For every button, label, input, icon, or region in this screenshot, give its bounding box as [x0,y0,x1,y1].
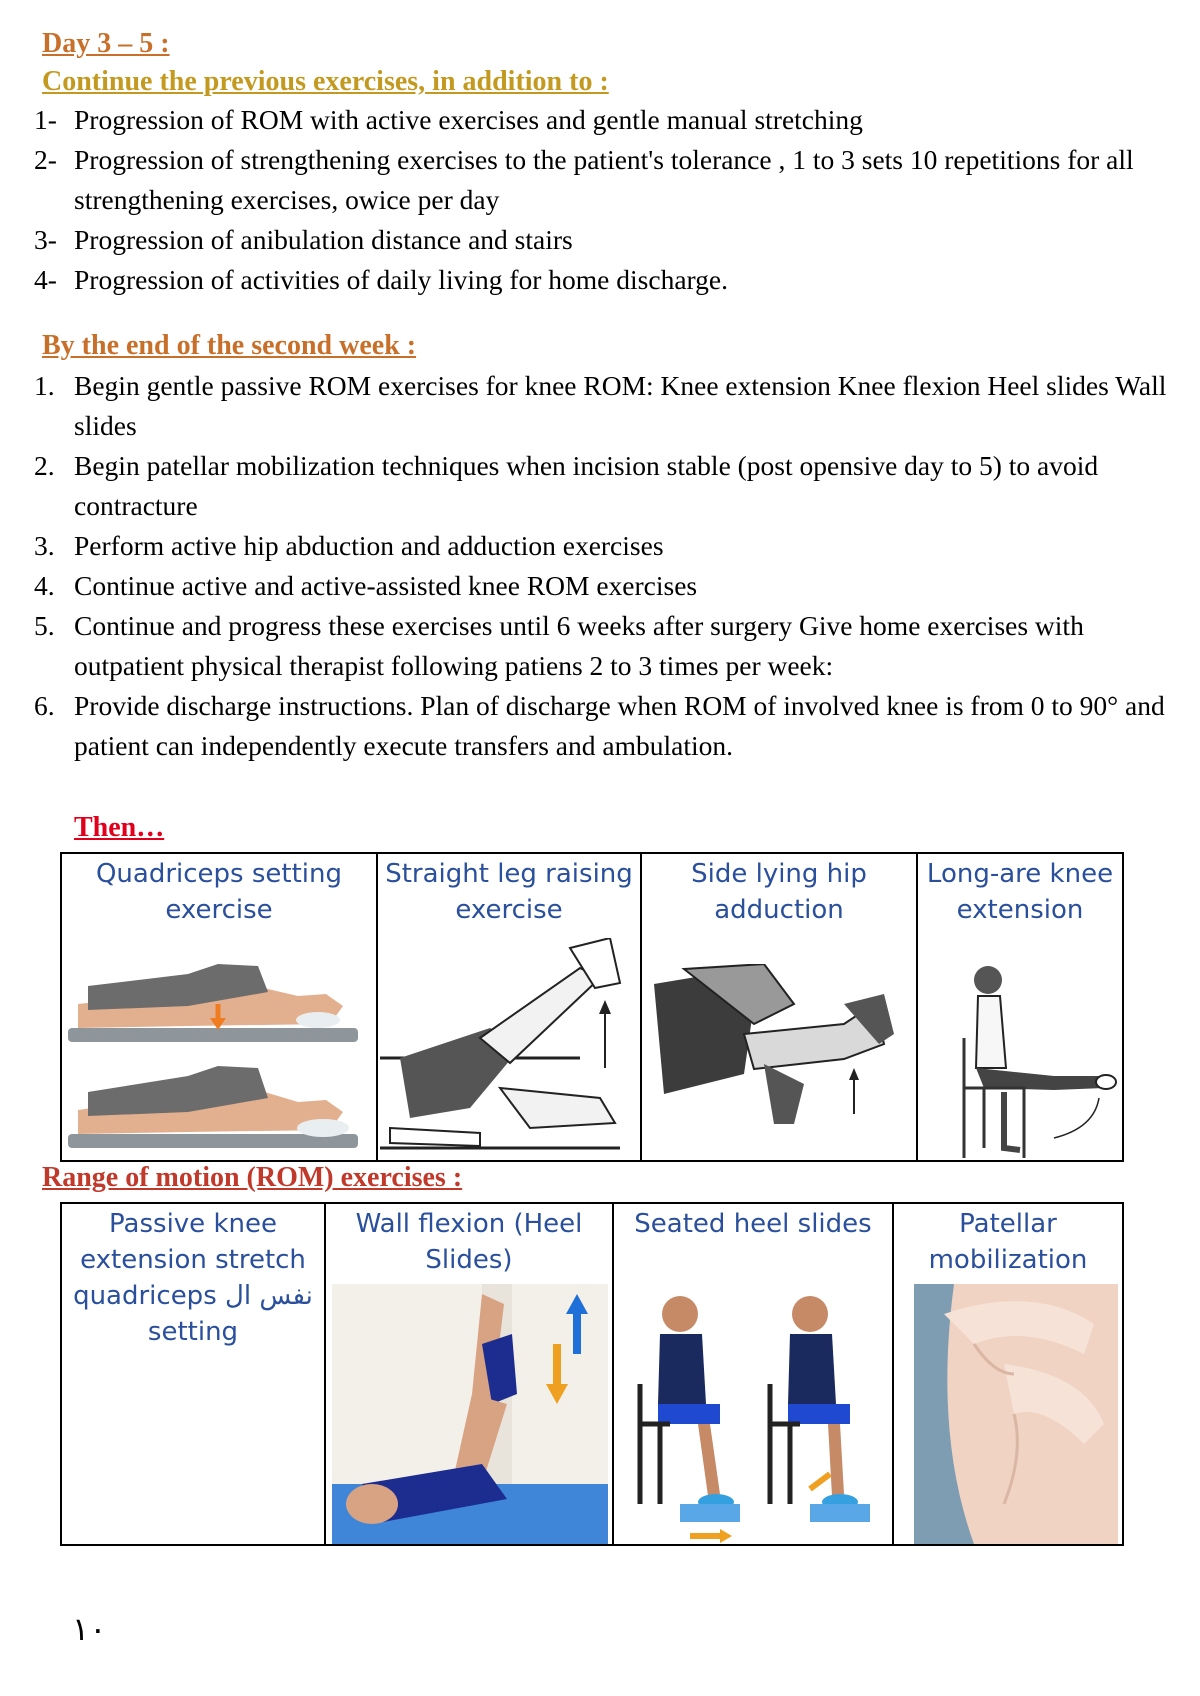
exercise-caption: Long-are knee extension [926,859,1114,925]
list-item: 5. Continue and progress these exercises until 6 weeks after surgery Give home exercises with outpatient physical therapist following patiens 2 to 3 times per week: [34,610,1084,681]
exercise-cell-slr [378,854,642,1160]
exercise-caption: Straight leg raising exercise [385,859,633,925]
exercise-caption: Quadriceps setting exercise [95,859,343,925]
rom-title: Range of motion (ROM) exercises : [42,1162,463,1193]
exercise-cell-knee-extension [918,854,1122,1160]
slr-illustration [380,938,638,1158]
rom-cell-wall-flexion [326,1204,614,1544]
week-section-title: By the end of the second week : [42,330,417,361]
page-number: ١٠ [72,1610,107,1648]
knee-extension-illustration [924,958,1118,1158]
rom-cell-passive-extension [62,1204,326,1544]
patellar-mobilization-photo [914,1284,1118,1544]
rom-caption: Passive knee extension stretch quadriceps نفس ال setting [73,1209,313,1347]
list-item: 4- Progression of activities of daily living for home discharge. [34,264,729,295]
list-item: 4. Continue active and active-assisted knee ROM exercises [34,570,698,601]
list-item: 3. Perform active hip abduction and adduction exercises [34,530,664,561]
rom-caption: Patellar mobilization [928,1209,1088,1275]
rom-table [60,1202,1124,1546]
exercise-cell-side-lying [642,854,918,1160]
list-item: 2. Begin patellar mobilization techniques when incision stable (post opensive day to 5) to avoid contracture [34,450,1099,521]
day-section-subtitle: Continue the previous exercises, in addition to : [42,66,609,97]
rom-caption: Seated heel slides [634,1209,872,1239]
day-section-title: Day 3 – 5 : [42,28,170,59]
day-section-list [30,100,1174,300]
rom-cell-patellar-mobilization [894,1204,1122,1544]
list-item: 3- Progression of anibulation distance and stairs [34,224,573,255]
then-label: Then… [74,812,165,843]
list-item: 2- Progression of strengthening exercises to the patient's tolerance , 1 to 3 sets 10 repetitions for all strengthening exercises, owice per day [34,144,1134,215]
seated-heel-slides-photo [620,1274,886,1544]
exercise-cell-quad-setting [62,854,378,1160]
exercise-table [60,852,1124,1162]
quad-setting-illustration [68,944,368,1154]
wall-flexion-photo [332,1284,608,1544]
exercise-caption: Side lying hip adduction [691,859,867,925]
rom-cell-seated-heel-slides [614,1204,894,1544]
side-lying-illustration [644,964,914,1160]
list-item: 1. Begin gentle passive ROM exercises for knee ROM: Knee extension Knee flexion Heel slides Wall slides [34,370,1167,441]
list-item: 6. Provide discharge instructions. Plan of discharge when ROM of involved knee is from 0 to 90° and patient can independently execute transfers and ambulation. [34,690,1165,761]
list-item: 1- Progression of ROM with active exercises and gentle manual stretching [34,104,863,135]
week-section-list [30,366,1174,766]
rom-caption: Wall flexion (Heel Slides) [355,1209,583,1275]
